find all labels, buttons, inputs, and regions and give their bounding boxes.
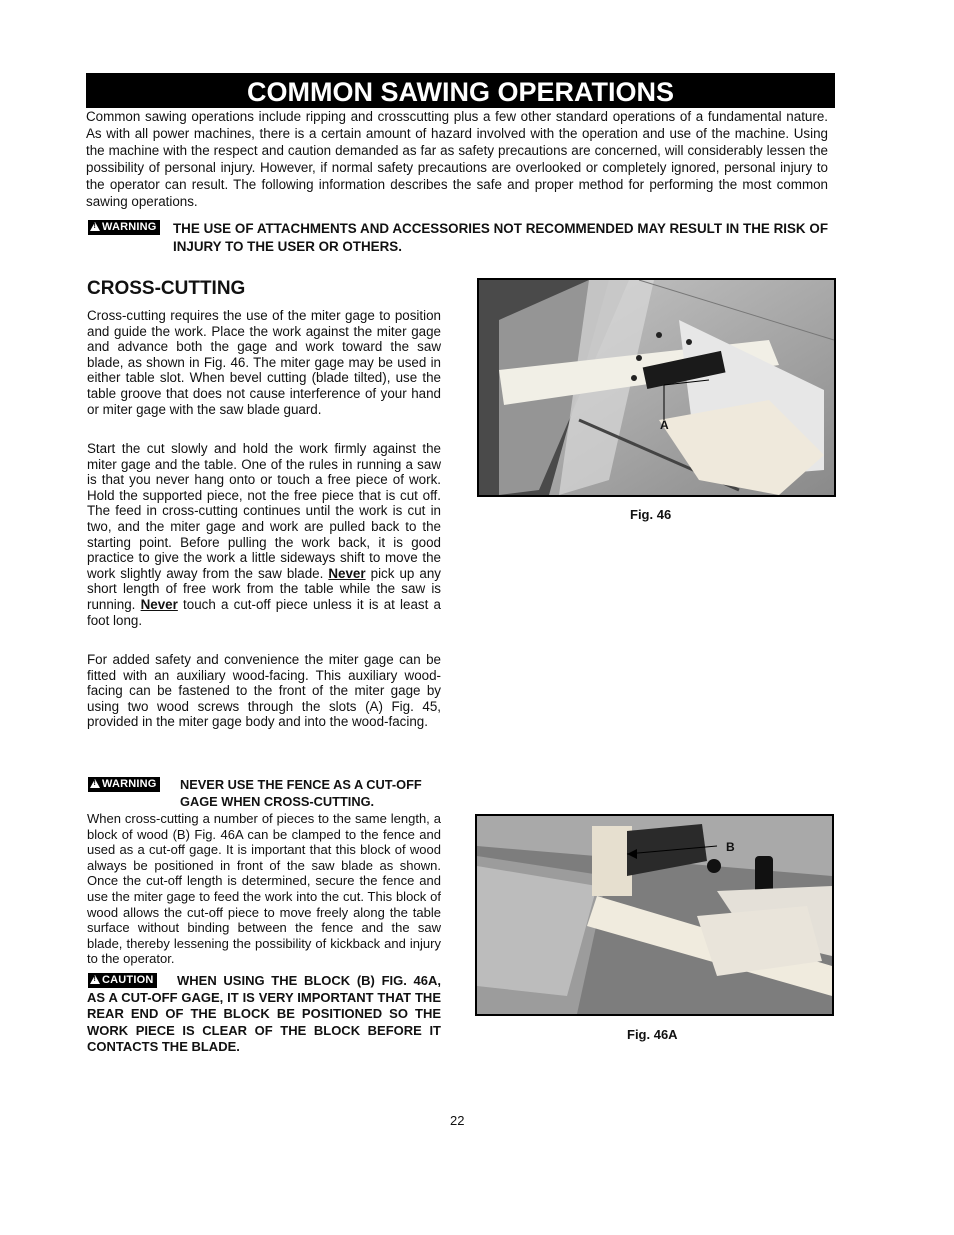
section-heading: CROSS-CUTTING bbox=[87, 278, 246, 299]
top-warning-text: THE USE OF ATTACHMENTS AND ACCESSORIES NOT RECOMMENDED MAY RESULT IN THE RISK OF INJURY TO THE USER OR OTHERS. bbox=[173, 221, 828, 254]
warning-tag: !WARNING bbox=[88, 777, 160, 792]
fig-46a-caption: Fig. 46A bbox=[627, 1027, 678, 1042]
crosscut-para3: For added safety and convenience the miter gage can be fitted with an auxiliary wood-facing. This auxiliary wood-facing can be fastened to the front of the miter gage by using two wood screws through the slots (A) Fig. 45, provided in the miter gage body and into the wood-facing. bbox=[87, 652, 441, 730]
page-title: COMMON SAWING OPERATIONS bbox=[86, 73, 835, 108]
crosscut-para1: Cross-cutting requires the use of the miter gage to position and guide the work. Place the work against the miter gage and advance both the gage and work toward the saw blade, as shown in Fig. 46. The miter gage may be used in either table slot. When bevel cutting (blade tilted), use the table groove that does not cause interference of your hand or miter gage with the saw blade guard. bbox=[87, 308, 441, 417]
never-emphasis: Never bbox=[328, 565, 366, 581]
label-a: A bbox=[660, 418, 669, 432]
page-number: 22 bbox=[450, 1113, 465, 1128]
fig-46-caption: Fig. 46 bbox=[630, 507, 672, 522]
fence-warning: NEVER USE THE FENCE AS A CUT-OFF GAGE WHEN CROSS-CUTTING. bbox=[180, 777, 422, 809]
figure-46a-illustration bbox=[477, 816, 832, 1014]
figure-46-photo bbox=[477, 278, 836, 497]
figure-46a-photo bbox=[475, 814, 834, 1016]
caution-tag: !CAUTION bbox=[88, 973, 157, 988]
figure-46-illustration bbox=[479, 280, 834, 495]
crosscut-para2: Start the cut slowly and hold the work firmly against the miter gage and the table. One of the rules in running a saw is that you never hang onto or touch a free piece of work. Hold the supported piece, not the free piece that is cut off. The feed in cross-cutting continues until the work is cut in two, and the miter gage and work are pulled back to the starting point. Before pulling the work back, it is good practice to give the work a little sideways shift to move the work slightly away from the saw blade. Never pick up any short length of free work from the table while the saw is running. Never touch a cut-off piece unless it is at least a foot long. bbox=[87, 441, 441, 628]
warning-tag: !WARNING bbox=[88, 220, 160, 235]
label-b: B bbox=[726, 840, 735, 854]
crosscut-para4: When cross-cutting a number of pieces to the same length, a block of wood (B) Fig. 46A can be clamped to the fence and used as a cut-off gage. It is important that this block of wood always be positioned in front of the saw blade as shown. Once the cut-off length is determined, secure the fence and use the miter gage to feed the work into the cut. This block of wood allows the cut-off piece to move freely along the table surface without binding between the fence and the saw blade, thereby lessening the possibility of kickback and injury to the operator. bbox=[87, 811, 441, 967]
warning-triangle-icon bbox=[90, 222, 100, 231]
never-emphasis: Never bbox=[140, 596, 178, 612]
caution-text: WHEN USING THE BLOCK (B) FIG. 46A, AS A CUT-OFF GAGE, IT IS VERY IMPORTANT THAT THE REAR END OF THE BLOCK BE POSITIONED SO THE WORK PIECE IS CLEAR OF THE BLOCK BEFORE IT CONTACTS THE BLADE. bbox=[87, 973, 441, 1054]
warning-triangle-icon bbox=[90, 779, 100, 788]
intro-paragraph: Common sawing operations include ripping and crosscutting plus a few other standard operations of a fundamental nature. As with all power machines, there is a certain amount of hazard involved with the operation and use of the machine. Using the machine with the respect and caution demanded as far as safety precautions are concerned, will considerably lessen the possibility of personal injury. However, if normal safety precautions are overlooked or completely ignored, personal injury to the operator can result. The following information describes the safe and proper method for performing the most common sawing operations. bbox=[86, 109, 828, 209]
